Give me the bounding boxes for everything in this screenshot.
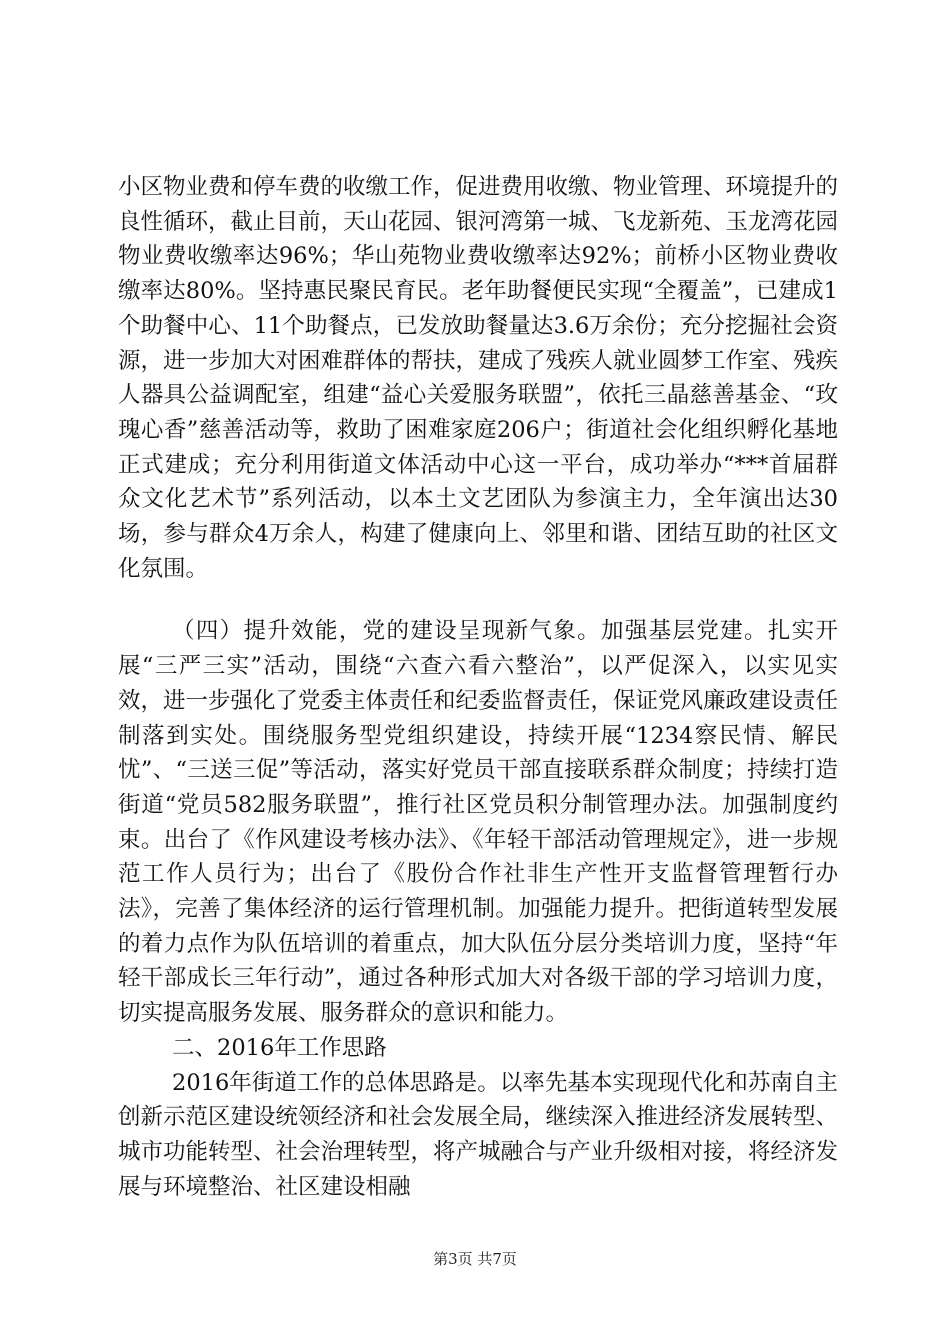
paragraph-community-services: 小区物业费和停车费的收缴工作，促进费用收缴、物业管理、环境提升的良性循环，截止目前，天山花园、银河湾第一城、飞龙新苑、玉龙湾花园物业费收缴率达96%；华山苑物业费收缴率达92%；前桥小区物业费收缴率达80%。坚持惠民聚民育民。老年助餐便民实现“全覆盖”，已建成1个助餐中心、11个助餐点，已发放助餐量达3.6万余份；充分挖掘社会资源，进一步加大对困难群体的帮扶，建成了残疾人就业圆梦工作室、残疾人器具公益调配室，组建“益心关爱服务联盟”，依托三晶慈善基金、“玫瑰心香”慈善活动等，救助了困难家庭206户；街道社会化组织孵化基地正式建成；充分利用街道文体活动中心这一平台，成功举办“***首届群众文化艺术节”系列活动，以本土文艺团队为参演主力，全年演出达30场，参与群众4万余人，构建了健康向上、邻里和谐、团结互助的社区文化氛围。: [118, 174, 839, 582]
document-body: [118, 170, 838, 1204]
page-number-footer: 第3页 共7页: [433, 1250, 517, 1268]
paragraph-2016-overall-approach: 2016年街道工作的总体思路是。以率先基本实现现代化和苏南自主创新示范区建设统领经济和社会发展全局，继续深入推进经济发展转型、城市功能转型、社会治理转型，将产城融合与产业升级相对接，将经济发展与环境整治、社区建设相融: [118, 1069, 839, 1200]
section-heading-2016-plan: 二、2016年工作思路: [172, 1034, 387, 1061]
paragraph-party-building: （四）提升效能，党的建设呈现新气象。加强基层党建。扎实开展“三严三实”活动，围绕“六查六看六整治”，以严促深入，以实见实效，进一步强化了党委主体责任和纪委监督责任，保证党风廉政建设责任制落到实处。围绕服务型党组织建设，持续开展“1234察民情、解民忧”、“三送三促”等活动，落实好党员干部直接联系群众制度；持续打造街道“党员582服务联盟”，推行社区党员积分制管理办法。加强制度约束。出台了《作风建设考核办法》、《年轻干部活动管理规定》，进一步规范工作人员行为；出台了《股份合作社非生产性开支监督管理暂行办法》，完善了集体经济的运行管理机制。加强能力提升。把街道转型发展的着力点作为队伍培训的着重点，加大队伍分层分类培训力度，坚持“年轻干部成长三年行动”，通过各种形式加大对各级干部的学习培训力度，切实提高服务发展、服务群众的意识和能力。: [118, 618, 839, 1027]
